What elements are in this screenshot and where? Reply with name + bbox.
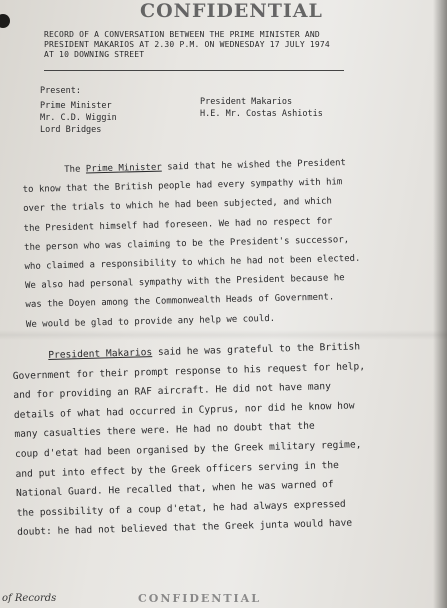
speaker-name: Prime Minister — [85, 162, 162, 175]
paragraph-line: who claimed a responsibility to which he had not been elected. — [24, 253, 361, 272]
paragraph-line: the person who was claiming to be the President's successor, — [23, 234, 350, 253]
page-edge-shadow — [433, 0, 447, 608]
paragraph-lead: The — [64, 164, 87, 175]
paragraph-line: details of what had occurred in Cyprus, nor did he know how — [13, 400, 355, 421]
paragraph-line: We would be glad to provide any help we could. — [25, 313, 276, 330]
attendees-uk — [40, 100, 117, 136]
paragraph-line: We also had personal sympathy with the President because he — [24, 273, 345, 292]
attendees-cyprus — [200, 96, 323, 120]
attendee: Lord Bridges — [40, 125, 102, 135]
paragraph-president-makarios — [12, 337, 370, 543]
paragraph-line: and put into effect by the Greek officers serving in the — [15, 459, 340, 480]
attendee: Mr. C.D. Wiggin — [40, 113, 117, 123]
present-label: Present: — [40, 86, 81, 96]
attendee: Prime Minister — [40, 101, 112, 111]
paragraph-text: said he was grateful to the British — [152, 341, 361, 359]
paragraph-line: Government for their prompt response to his request for help, — [12, 360, 366, 382]
paragraph-line: the President himself had foreseen. We had no respect for — [23, 216, 333, 234]
paragraph-line: coup d'etat had been organised by the Greek military regime, — [14, 439, 362, 460]
paragraph-line: to know that the British people had every sympathy with him — [22, 177, 343, 196]
header-underline — [44, 70, 344, 71]
paragraph-prime-minister — [22, 154, 362, 335]
paragraph-line: many casualties there were. He had no doubt that the — [14, 420, 315, 441]
paragraph-line: doubt: he had not believed that the Greek junta would have — [17, 517, 353, 539]
paragraph-line: over the trials to which he had been subjected, and which — [23, 196, 333, 215]
speaker-name: President Makarios — [48, 347, 153, 361]
paragraph-line: the possibility of a coup d'etat, he had always expressed — [16, 498, 346, 519]
archive-reference: of Records — [2, 593, 57, 604]
record-header — [44, 30, 330, 60]
attendee: H.E. Mr. Costas Ashiotis — [200, 109, 323, 119]
paragraph-text: said that he wished the President — [161, 158, 347, 173]
attendee: President Makarios — [200, 97, 293, 107]
confidential-stamp: CONFIDENTIAL — [140, 0, 323, 22]
footer-confidential-stamp: CONFIDENTIAL — [138, 592, 261, 605]
header-line-1: RECORD OF A CONVERSATION BETWEEN THE PRIME MINISTER AND — [44, 30, 320, 39]
header-line-2: PRESIDENT MAKARIOS AT 2.30 P.M. ON WEDNESDAY 17 JULY 1974 — [44, 40, 330, 49]
paragraph-line: was the Doyen among the Commonwealth Heads of Government. — [25, 292, 335, 311]
header-line-3: AT 10 DOWNING STREET — [44, 50, 145, 59]
paragraph-line: National Guard. He recalled that, when he was warned of — [15, 479, 334, 500]
paragraph-line: and for providing an RAF aircraft. He did not have many — [13, 381, 332, 402]
punch-hole — [0, 14, 10, 28]
paper-crease — [0, 330, 447, 340]
